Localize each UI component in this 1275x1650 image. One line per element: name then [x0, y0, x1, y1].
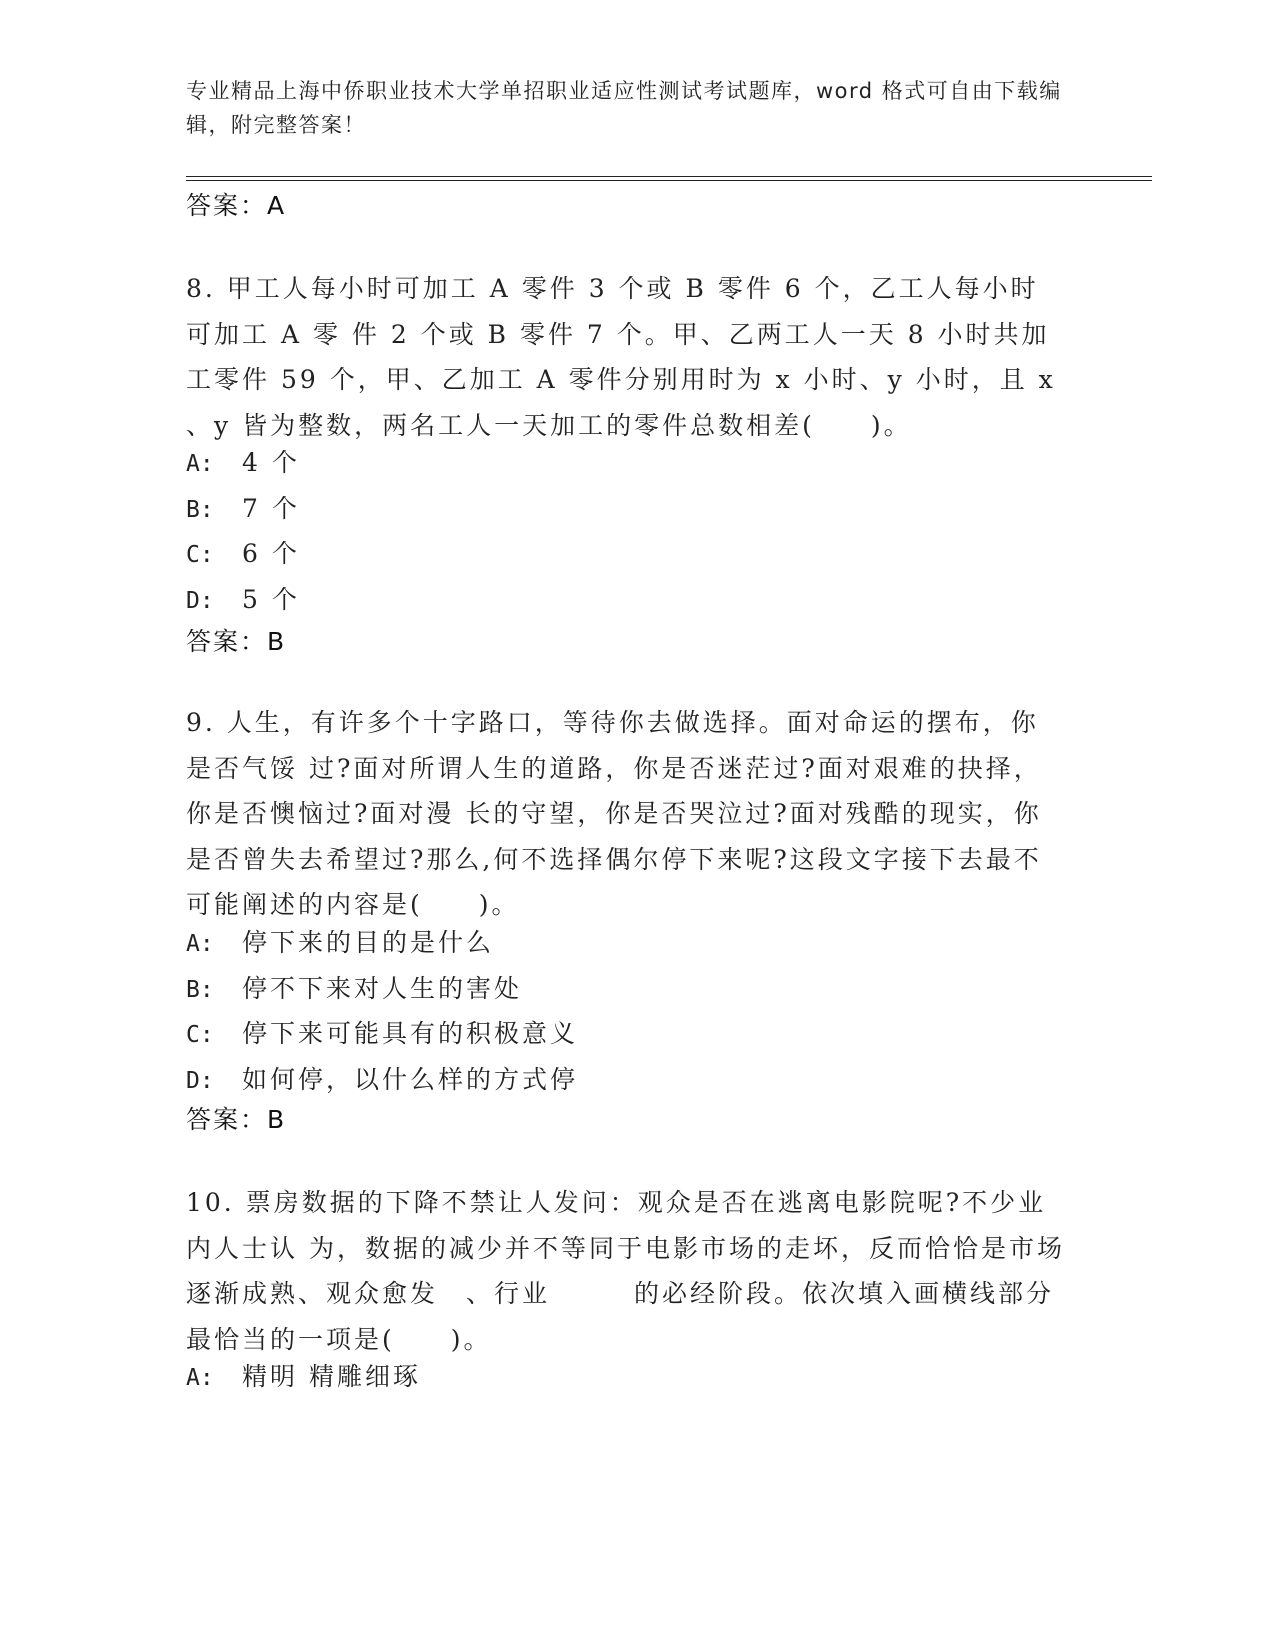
option-text: 精明 精雕细琢	[242, 1362, 421, 1391]
header-divider	[186, 176, 1152, 181]
question-9-options	[186, 920, 578, 1102]
answer-q7: 答案：A	[186, 191, 287, 220]
option-text: 停下来的目的是什么	[242, 928, 495, 957]
option-d	[186, 577, 300, 623]
option-a	[186, 1354, 421, 1400]
option-letter: C:	[186, 542, 214, 568]
option-text: 6 个	[242, 539, 300, 568]
option-d	[186, 1057, 578, 1103]
option-letter: D:	[186, 587, 214, 614]
question-8: 8. 甲工人每小时可加工 A 零件 3 个或 B 零件 6 个，乙工人每小时可加工 A 零 件 2 个或 B 零件 7 个。甲、乙两工人一天 8 小时共加工零件 59 个，甲、乙加工 A 零件分别用时为 x 小时、y 小时，且 x 、y 皆为整数，两名工人一天加工的零件总数相差( )。	[186, 274, 1056, 440]
option-text: 停不下来对人生的害处	[242, 973, 523, 1003]
answer-q8: 答案：B	[186, 627, 287, 656]
option-b	[186, 966, 578, 1012]
option-letter: B:	[186, 496, 214, 523]
option-letter: C:	[186, 1022, 214, 1048]
option-a	[186, 920, 578, 966]
question-10: 10. 票房数据的下降不禁让人发问：观众是否在逃离电影院呢?不少业内人士认 为，数据的减少并不等同于电影市场的走坏，反而恰恰是市场逐渐成熟、观众愈发 、行业 的必经阶段。依次填入画横线部分最恰当的一项是( )。	[186, 1188, 1065, 1354]
question-8-options	[186, 440, 300, 622]
answer-q9: 答案：B	[186, 1105, 287, 1134]
option-text: 停下来可能具有的积极意义	[242, 1019, 579, 1048]
option-text: 7 个	[242, 493, 300, 523]
question-9: 9. 人生，有许多个十字路口，等待你去做选择。面对命运的摆布，你是否气馁 过?面对所谓人生的道路，你是否迷茫过?面对艰难的抉择，你是否懊恼过?面对漫 长的守望，你是否哭泣过?面对残酷的现实，你是否曾失去希望过?那么,何不选择偶尔停下来呢?这段文字接下去最不可能阐述的内容是( )。	[186, 708, 1042, 919]
question-10-options	[186, 1354, 421, 1400]
option-letter: A:	[186, 451, 214, 477]
page-header: 专业精品上海中侨职业技术大学单招职业适应性测试考试题库，word 格式可自由下载编辑，附完整答案！	[186, 79, 1062, 137]
option-c	[186, 1011, 578, 1057]
option-letter: A:	[186, 931, 214, 957]
option-letter: A:	[186, 1365, 214, 1391]
option-b	[186, 486, 300, 532]
option-letter: B:	[186, 976, 214, 1003]
option-letter: D:	[186, 1067, 214, 1094]
option-text: 如何停，以什么样的方式停	[242, 1064, 579, 1094]
option-c	[186, 531, 300, 577]
option-text: 5 个	[242, 584, 300, 614]
option-text: 4 个	[242, 448, 300, 477]
option-a	[186, 440, 300, 486]
